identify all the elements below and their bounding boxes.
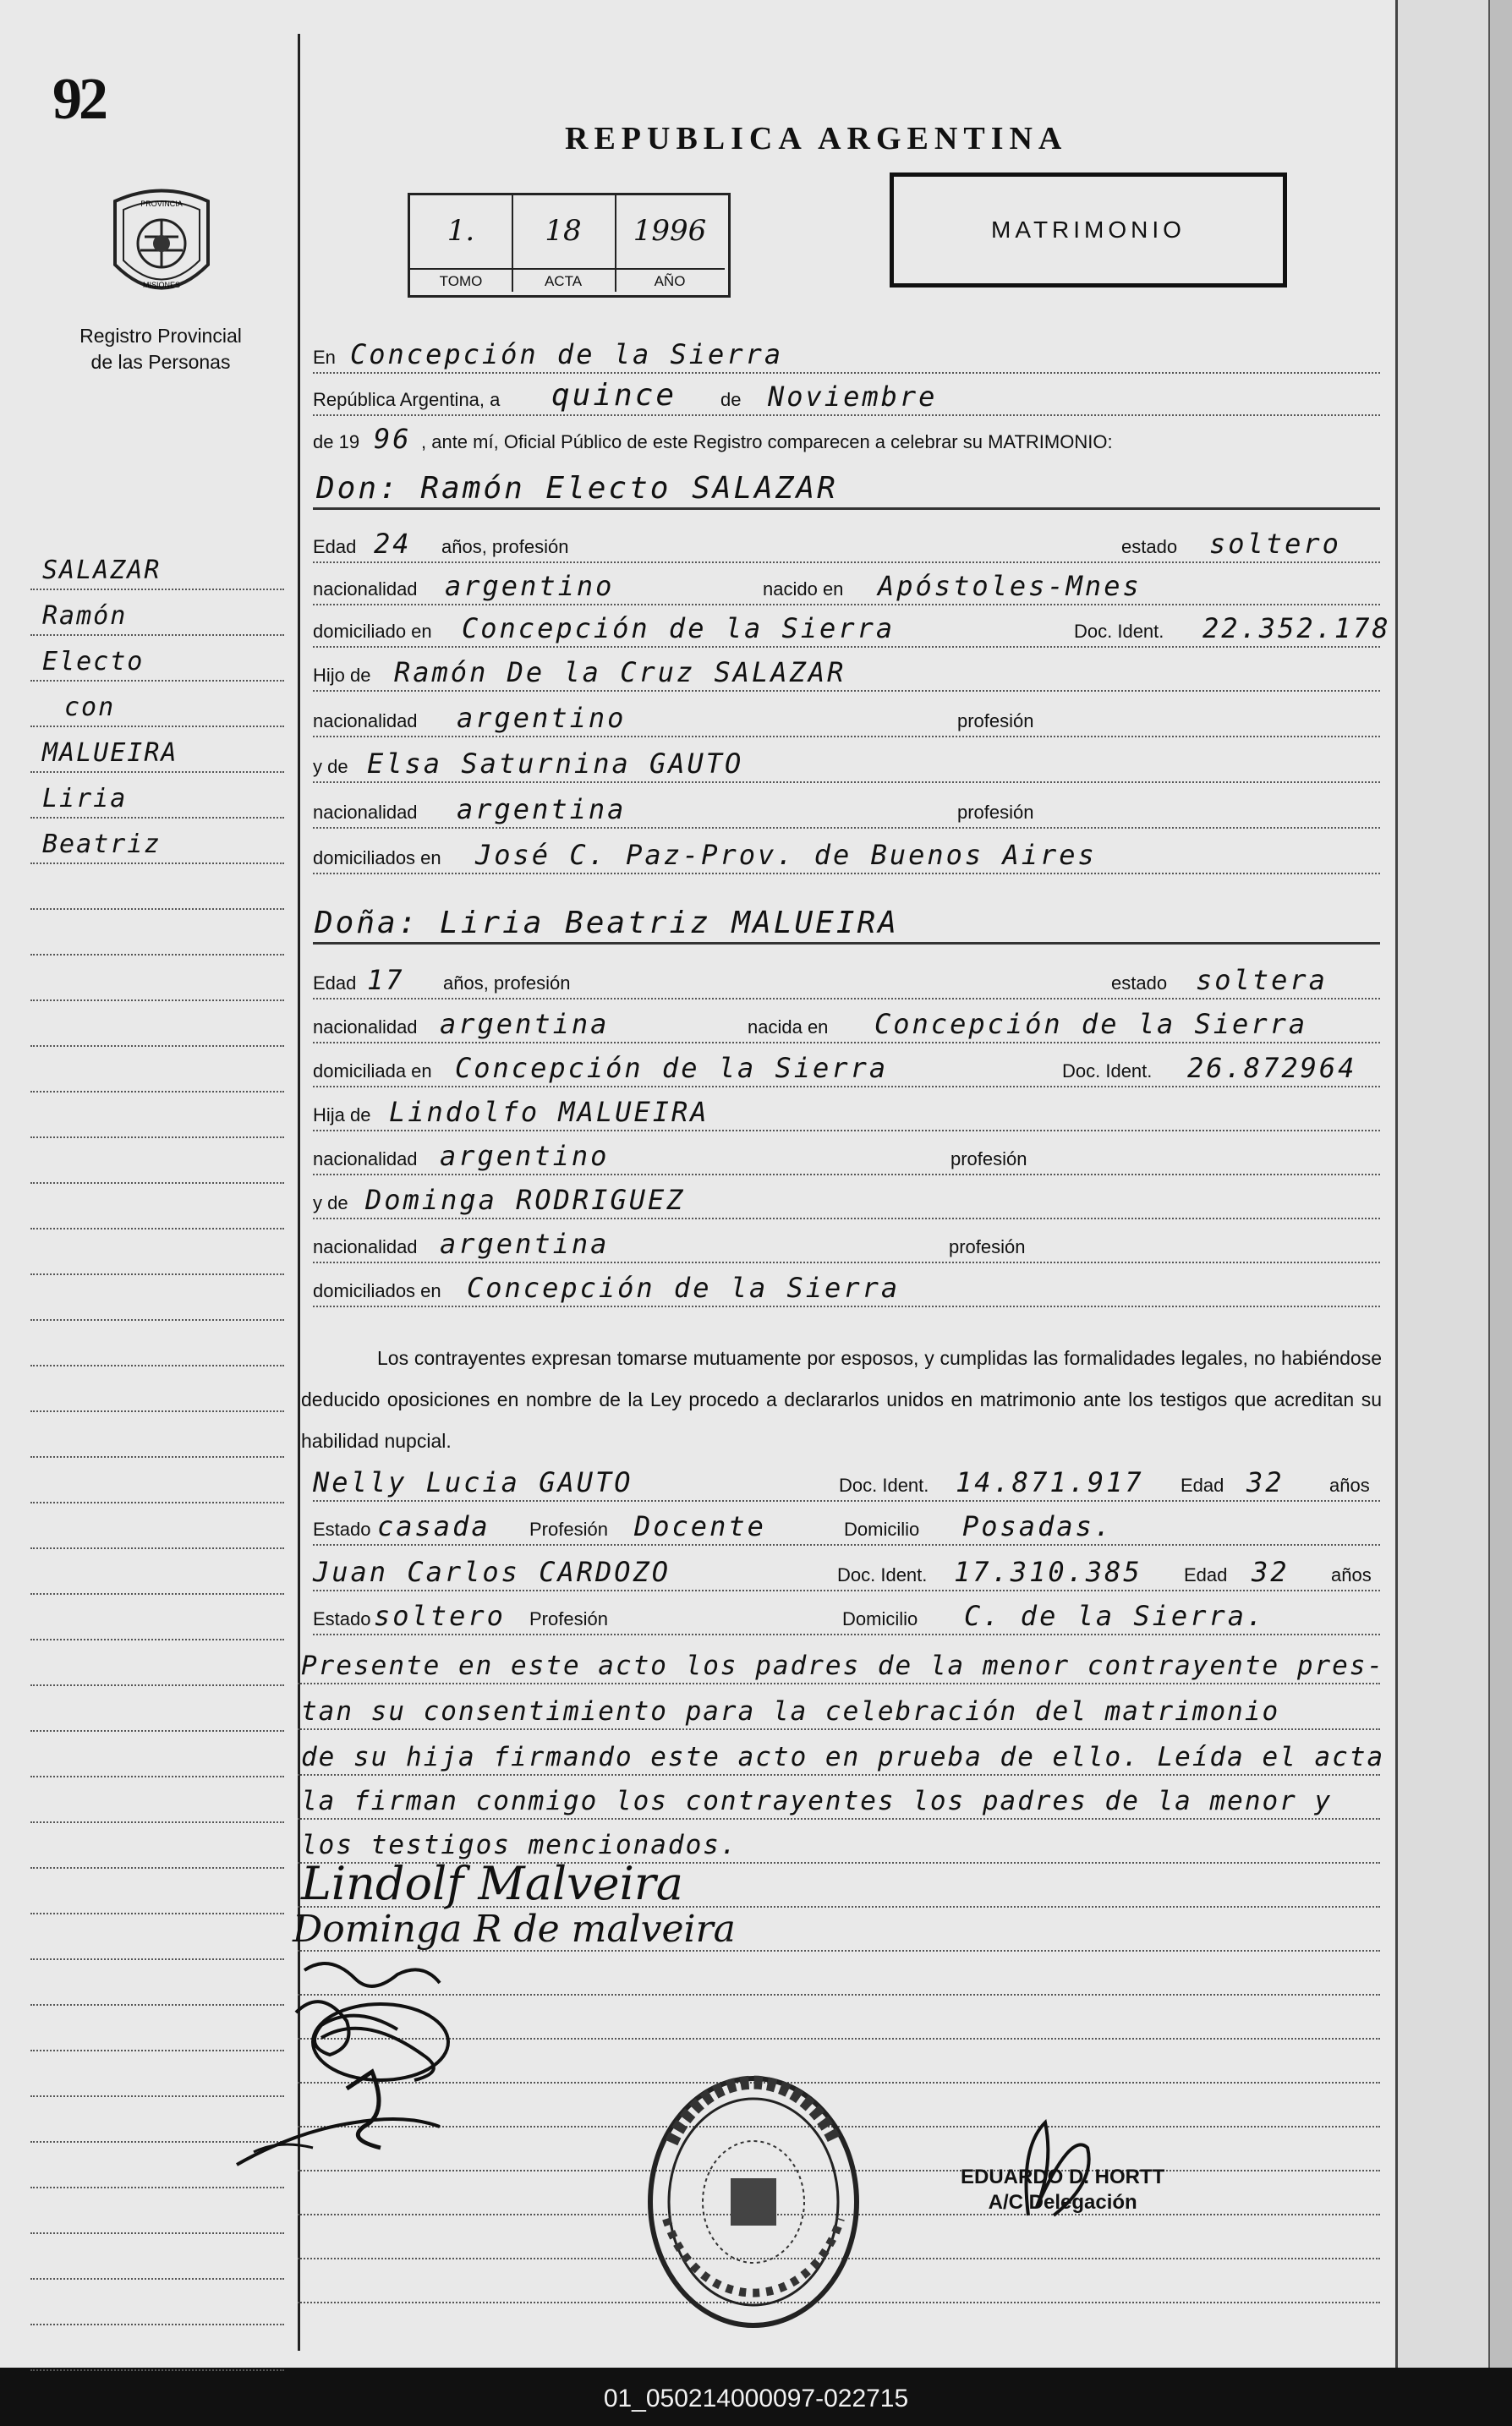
bride-mother-nat-row: nacionalidad argentina profesión	[313, 1228, 1380, 1263]
tomo-cell	[410, 195, 513, 292]
margin-line	[30, 864, 284, 910]
margin-line	[30, 2234, 284, 2280]
margin-line	[30, 1412, 284, 1458]
margin-line	[30, 819, 284, 864]
margin-name-3: con	[64, 693, 116, 722]
acta-cell	[512, 195, 616, 292]
tomo-acta-ano-box	[408, 193, 731, 298]
place-value: Concepción de la Sierra	[350, 338, 784, 370]
ano-label: AÑO	[615, 268, 725, 290]
margin-line	[30, 1640, 284, 1686]
margin-line	[30, 727, 284, 773]
bride-parents-dom-row: domiciliados en Concepción de la Sierra	[313, 1272, 1380, 1307]
margin-line	[30, 1275, 284, 1321]
margin-line	[30, 636, 284, 682]
margin-line	[30, 1366, 284, 1412]
margin-line	[30, 1321, 284, 1366]
tomo-label: TOMO	[410, 268, 512, 290]
bride-age-row: Edad 17 años, profesión estado soltera	[313, 964, 1380, 999]
year-suffix: 96	[374, 423, 412, 455]
crest-text-bottom: MISIONES	[142, 281, 181, 289]
groom-heading: Don: Ramón Electo SALAZAR	[316, 471, 838, 506]
witness1-detail-row: Estado casada Profesión Docente Domicilio Posadas.	[313, 1510, 1380, 1546]
registry-line2: de las Personas	[90, 351, 231, 373]
bride-nationality-row: nacionalidad argentina nacida en Concepción de la Sierra	[313, 1008, 1380, 1043]
margin-line	[30, 1595, 284, 1640]
book-edge	[1488, 0, 1512, 2368]
scan-id: 01_050214000097-022715	[603, 2385, 909, 2412]
officer-name: EDUARDO D. HORTT	[961, 2166, 1165, 2188]
note-line: de su hija firmando este acto en prueba de ello. Leída el acta	[298, 1732, 1380, 1776]
acta-label: ACTA	[512, 268, 615, 290]
groom-age-row: Edad 24 años, profesión estado soltero	[313, 528, 1380, 563]
registry-name	[59, 323, 262, 375]
witness1-row: Nelly Lucia GAUTO Doc. Ident. 14.871.917 Edad 32 años	[313, 1466, 1380, 1502]
page-number: 92	[52, 67, 105, 132]
groom-heading-row	[313, 471, 1380, 510]
margin-line	[30, 910, 284, 956]
margin-line	[30, 590, 284, 636]
bride-heading: Doña: Liria Beatriz MALUEIRA	[315, 906, 899, 940]
registry-line1: Registro Provincial	[79, 325, 242, 347]
page-title: REPUBLICA ARGENTINA	[565, 121, 1068, 156]
margin-line	[30, 1229, 284, 1275]
margin-name-4: MALUEIRA	[42, 738, 178, 768]
margin-line	[30, 1686, 284, 1732]
intro-date-row: República Argentina, a quince de Noviembre	[313, 381, 1380, 416]
bride-father-row: Hija de Lindolfo MALUEIRA	[313, 1096, 1380, 1131]
margin-line	[30, 1001, 284, 1047]
note-line: los testigos mencionados.	[298, 1820, 1380, 1864]
margin-name-2: Electo	[42, 647, 145, 676]
margin-line	[30, 1093, 284, 1138]
margin-line	[30, 1458, 284, 1503]
groom-father-nat-row: nacionalidad argentino profesión	[313, 702, 1380, 737]
groom-domicile-row: domiciliado en Concepción de la Sierra Doc. Ident. 22.352.178	[313, 612, 1380, 648]
margin-line	[30, 1503, 284, 1549]
margin-line	[30, 2188, 284, 2234]
intro-place-row: En Concepción de la Sierra	[313, 338, 1380, 374]
month-value: Noviembre	[768, 381, 938, 413]
province-crest-icon	[107, 184, 216, 311]
witness2-row: Juan Carlos CARDOZO Doc. Ident. 17.310.385 Edad 32 años	[313, 1556, 1380, 1591]
signature-mother: Dominga R de malveira	[293, 1908, 736, 1951]
margin-line	[30, 1777, 284, 1823]
bride-heading-row	[313, 908, 1380, 945]
signature-father: Lindolf Malveira	[301, 1857, 683, 1910]
official-seal-icon	[646, 2075, 861, 2329]
margin-line	[30, 2280, 284, 2325]
day-value: quince	[551, 378, 677, 413]
act-type-box: MATRIMONIO	[890, 173, 1287, 288]
officer-title: A/C Delegación	[988, 2191, 1137, 2214]
groom-parents-dom-row: domiciliados en José C. Paz-Prov. de Buenos Aires	[313, 839, 1380, 874]
ano-value: 1996	[633, 214, 707, 248]
margin-line	[30, 773, 284, 819]
margin-line	[30, 1869, 284, 1914]
officer-stamp	[961, 2165, 1164, 2215]
margin-line	[30, 1047, 284, 1093]
margin-line	[30, 682, 284, 727]
bride-father-nat-row: nacionalidad argentino profesión	[313, 1140, 1380, 1175]
margin-line	[30, 1823, 284, 1869]
margin-line	[30, 2325, 284, 2371]
next-page-edge	[1395, 0, 1491, 2368]
bride-domicile-row: domiciliada en Concepción de la Sierra Doc. Ident. 26.872964	[313, 1052, 1380, 1087]
margin-line	[30, 1732, 284, 1777]
margin-name-1: Ramón	[42, 601, 128, 631]
margin-line	[30, 1549, 284, 1595]
groom-mother-nat-row: nacionalidad argentina profesión	[313, 793, 1380, 829]
groom-father-row: Hijo de Ramón De la Cruz SALAZAR	[313, 656, 1380, 692]
declaration-paragraph: Los contrayentes expresan tomarse mutuamente por esposos, y cumplidas las formalidades legales, no habiéndose deducido oposiciones en nombre de la Ley procedo a declararlos unidos en matrimonio ante los testigos que acreditan su habilidad nupcial.	[301, 1347, 1382, 1452]
margin-name-6: Beatriz	[42, 830, 162, 859]
note-line: Presente en este acto los padres de la menor contrayente pres-	[298, 1640, 1380, 1684]
note-line: tan su consentimiento para la celebración del matrimonio	[298, 1686, 1380, 1730]
margin-line	[30, 1184, 284, 1229]
margin-name-5: Liria	[42, 784, 128, 813]
margin-name-0: SALAZAR	[42, 556, 162, 585]
note-line: la firman conmigo los contrayentes los padres de la menor y	[298, 1776, 1380, 1820]
witness2-detail-row: Estado soltero Profesión Domicilio C. de la Sierra.	[313, 1600, 1380, 1635]
tomo-value: 1.	[446, 214, 475, 248]
scribbled-signatures-icon	[228, 1945, 533, 2182]
acta-value: 18	[545, 214, 582, 248]
bride-mother-row: y de Dominga RODRIGUEZ	[313, 1184, 1380, 1219]
intro-year-row: de 19 96 , ante mí, Oficial Público de este Registro comparecen a celebrar su MATRIMONIO:	[313, 423, 1113, 455]
margin-line	[30, 1138, 284, 1184]
margin-line	[30, 956, 284, 1001]
margin-line	[30, 545, 284, 590]
ano-cell	[615, 195, 725, 292]
crest-text-top: PROVINCIA	[140, 200, 183, 208]
groom-nationality-row: nacionalidad argentino nacido en Apóstoles-Mnes	[313, 570, 1380, 605]
groom-mother-row: y de Elsa Saturnina GAUTO	[313, 748, 1380, 783]
